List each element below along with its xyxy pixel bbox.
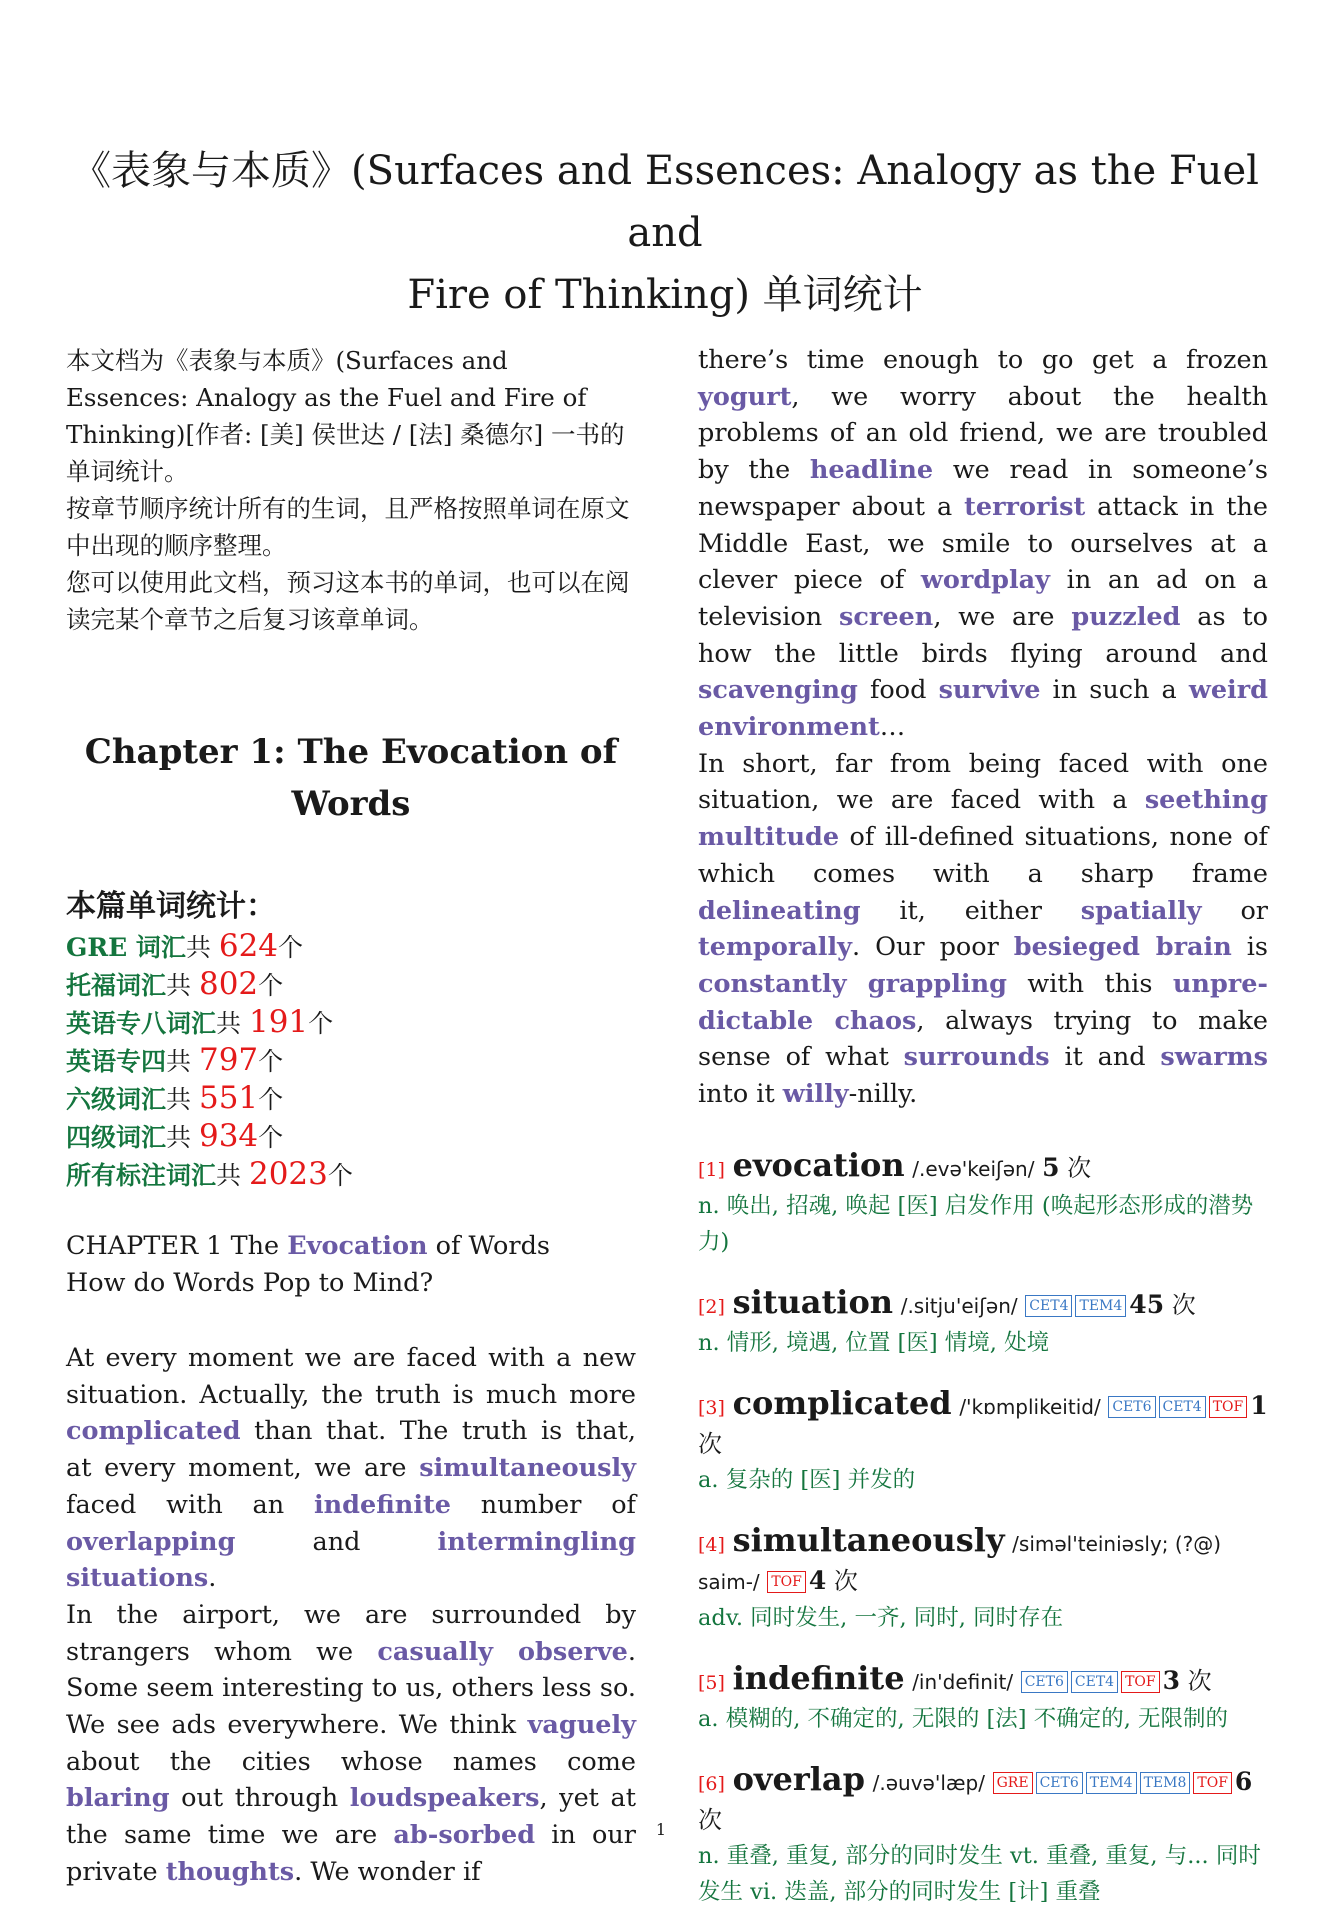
entry-count: 4 — [808, 1565, 827, 1595]
exam-tag: CET4 — [1025, 1295, 1072, 1317]
entry-word: complicated — [732, 1383, 952, 1422]
stat-row — [66, 1042, 636, 1080]
stat-count: 934 — [198, 1118, 259, 1154]
exam-tag: GRE — [993, 1772, 1033, 1794]
vocab-word: overlapping — [66, 1526, 236, 1557]
entry-definition: a. 模糊的, 不确定的, 无限的 [法] 不确定的, 无限制的 — [698, 1705, 1228, 1732]
vocab-word: Evocation — [287, 1231, 428, 1261]
vocab-entry — [698, 1522, 1268, 1636]
stat-row — [66, 1080, 636, 1118]
stat-row — [66, 1118, 636, 1156]
page-number: 1 — [655, 1820, 667, 1839]
stat-label: 英语专四 — [66, 1047, 167, 1076]
entry-word: evocation — [732, 1145, 905, 1184]
entry-headline — [698, 1147, 1268, 1188]
entry-definition: n. 重叠, 重复, 部分的同时发生 vt. 重叠, 重复, 与... 同时发生 vi. 迭盖, 部分的同时发生 [计] 重叠 — [698, 1842, 1261, 1905]
entry-index: [6] — [698, 1772, 725, 1795]
exam-tag: TEM8 — [1140, 1772, 1191, 1794]
stat-count: 2023 — [248, 1156, 328, 1192]
stat-mid: 共 — [216, 1161, 249, 1190]
entry-count-unit: 次 — [1171, 1290, 1196, 1319]
stat-suffix: 个 — [308, 1009, 334, 1038]
exam-tag: CET4 — [1159, 1396, 1206, 1418]
right-column — [698, 342, 1268, 1910]
stat-label: 六级词汇 — [66, 1085, 167, 1114]
vocab-word: yogurt — [698, 381, 792, 412]
entry-definition: n. 唤出, 招魂, 唤起 [医] 启发作用 (唤起形态形成的潜势力) — [698, 1192, 1254, 1255]
entry-word: situation — [732, 1282, 894, 1321]
vocab-word: seething multitude — [698, 785, 1268, 853]
stat-suffix: 个 — [278, 933, 304, 962]
vocab-word: besieged brain — [1013, 932, 1232, 963]
entry-word: overlap — [732, 1759, 865, 1798]
stat-count: 191 — [248, 1004, 309, 1040]
exam-tag: TEM4 — [1086, 1772, 1137, 1794]
vocab-word: screen — [839, 601, 934, 632]
exam-tag: TOF — [1121, 1671, 1160, 1693]
vocab-word: weird environment — [698, 675, 1269, 743]
entry-phonetic: /.evə'keiʃən/ — [912, 1156, 1035, 1181]
vocab-word: indefinite — [313, 1489, 452, 1520]
stat-label: 所有标注词汇 — [66, 1161, 217, 1190]
vocab-word: ab-sorbed — [393, 1820, 536, 1851]
stat-suffix: 个 — [258, 1123, 284, 1152]
entry-count: 5 — [1042, 1152, 1060, 1182]
stats-heading: 本篇单词统计： — [66, 889, 276, 924]
entry-definition: n. 情形, 境遇, 位置 [医] 情境, 处境 — [698, 1329, 1050, 1356]
vocab-word: complicated — [66, 1416, 241, 1447]
page-title — [70, 140, 1260, 326]
entry-index: [5] — [698, 1671, 725, 1694]
stat-count: 802 — [198, 966, 259, 1002]
chapter-title: Chapter 1: The Evocation of Words — [84, 732, 618, 824]
stat-suffix: 个 — [258, 971, 284, 1000]
entry-word: simultaneously — [732, 1520, 1005, 1559]
intro-block — [66, 342, 636, 638]
left-column — [66, 342, 636, 1891]
exam-tag: CET6 — [1108, 1396, 1155, 1418]
stat-label: GRE 词汇 — [66, 933, 186, 962]
entry-count-unit: 次 — [1067, 1153, 1092, 1182]
exam-tag: TEM4 — [1075, 1295, 1126, 1317]
vocab-word: loudspeakers — [349, 1783, 540, 1814]
stat-mid: 共 — [166, 1085, 199, 1114]
stat-count: 551 — [198, 1080, 259, 1116]
stat-row — [66, 1156, 636, 1194]
exam-tag: TOF — [767, 1571, 806, 1593]
entry-headline — [698, 1522, 1268, 1600]
vocab-entry — [698, 1147, 1268, 1260]
intro-paragraph-1: 本文档为《表象与本质》(Surfaces and Essences: Analogy as the Fuel and Fire of Thinking)[作者: [美] 侯世达 / [法] 桑德尔] 一书的单词统计。 — [66, 346, 625, 486]
intro-paragraph-3: 您可以使用此文档，预习这本书的单词，也可以在阅读完某个章节之后复习该章单词。 — [66, 568, 630, 634]
entry-index: [3] — [698, 1396, 725, 1419]
vocab-word: casually observe — [377, 1636, 628, 1667]
vocab-word: delineating — [698, 895, 861, 926]
exam-tag: TOF — [1209, 1396, 1248, 1418]
vocab-word: puzzled — [1071, 601, 1181, 632]
entry-phonetic: /in'definit/ — [912, 1669, 1014, 1694]
entry-word: indefinite — [732, 1658, 905, 1697]
vocab-word: blaring — [66, 1783, 170, 1814]
chapter-heading: CHAPTER 1 The Evocation of Words How do Words Pop to Mind? — [66, 1228, 636, 1302]
title-line-1: 《表象与本质》(Surfaces and Essences: Analogy as the Fuel and — [71, 148, 1259, 256]
vocab-word: intermingling situations — [66, 1526, 636, 1594]
entry-phonetic: /siməl'teiniəsly; (?@) saim-/ — [698, 1531, 1222, 1594]
vocab-word: simultaneously — [419, 1453, 636, 1484]
stat-mid: 共 — [216, 1009, 249, 1038]
vocab-entries — [698, 1147, 1268, 1910]
vocab-word: terrorist — [964, 491, 1086, 522]
stat-suffix: 个 — [258, 1047, 284, 1076]
entry-count: 6 — [1234, 1766, 1253, 1796]
vocab-word: constantly grappling — [698, 968, 1007, 999]
vocab-word: swarms — [1160, 1042, 1268, 1073]
vocab-word: thoughts — [165, 1856, 295, 1887]
stat-label: 四级词汇 — [66, 1123, 167, 1152]
entry-count-unit: 次 — [698, 1429, 722, 1458]
body-paragraph-2: In the airport, we are surrounded by strangers whom we casually observe. Some seem interesting to us, others less so. We see ads everywhere. We think vaguely about the cities whose names come blaring out through loudspeakers, yet at the same time we are ab-sorbed in our private thoughts. We wonder if — [66, 1599, 637, 1887]
entry-index: [4] — [698, 1533, 725, 1556]
vocab-entry — [698, 1284, 1268, 1361]
entry-count: 3 — [1162, 1665, 1181, 1695]
entry-headline — [698, 1660, 1268, 1701]
exam-tag: CET6 — [1036, 1772, 1083, 1794]
exam-tag: CET6 — [1021, 1671, 1068, 1693]
stat-row — [66, 1004, 636, 1042]
entry-phonetic: /.əuvə'læp/ — [872, 1770, 985, 1795]
vocab-word: scavenging — [698, 675, 858, 706]
body-paragraph-1: At every moment we are faced with a new situation. Actually, the truth is much more complicated than that. The truth is that, at every moment, we are simultaneously faced with an indefinite number of overlapping and intermingling situations. — [66, 1343, 636, 1594]
exam-tag: TOF — [1193, 1772, 1232, 1794]
stat-mid: 共 — [166, 1047, 199, 1076]
entry-headline — [698, 1385, 1268, 1462]
stat-mid: 共 — [166, 971, 199, 1000]
stat-mid: 共 — [166, 1123, 199, 1152]
stats-list — [66, 928, 636, 1194]
entry-count: 1 — [1250, 1390, 1268, 1420]
stat-mid: 共 — [185, 933, 219, 962]
chapter-subheading: How do Words Pop to Mind? — [66, 1268, 434, 1298]
entry-count-unit: 次 — [1187, 1666, 1212, 1695]
vocab-entry — [698, 1660, 1268, 1737]
vocab-word: unpre-dictable chaos — [698, 968, 1269, 1036]
entry-phonetic: /.sitju'eiʃən/ — [900, 1293, 1018, 1318]
vocab-word: wordplay — [920, 565, 1051, 596]
body-paragraph-2-cont: there’s time enough to go get a frozen yogurt, we worry about the health problems of an old friend, we are troubled by the headline we read in someone’s newspaper about a terrorist attack in the Middle East, we smile to ourselves at a clever piece of wordplay in an ad on a television screen, we are puzzled as to how the little birds flying around and scavenging food survive in such a weird environment… — [698, 345, 1269, 743]
stat-suffix: 个 — [258, 1085, 284, 1114]
stat-row — [66, 928, 636, 966]
vocab-entry — [698, 1385, 1268, 1498]
vocab-word: willy — [782, 1079, 849, 1110]
entry-phonetic: /'kɒmplikeitid/ — [959, 1394, 1101, 1419]
entry-count-unit: 次 — [698, 1805, 722, 1834]
entry-headline — [698, 1284, 1268, 1325]
stat-label: 英语专八词汇 — [66, 1009, 217, 1038]
stat-row — [66, 966, 636, 1004]
stat-count: 797 — [198, 1042, 259, 1078]
vocab-word: survive — [938, 675, 1041, 706]
vocab-word: vaguely — [527, 1710, 636, 1741]
entry-definition: a. 复杂的 [医] 并发的 — [698, 1466, 916, 1493]
stat-suffix: 个 — [327, 1161, 353, 1190]
entry-definition: adv. 同时发生, 一齐, 同时, 同时存在 — [698, 1604, 1064, 1631]
entry-index: [1] — [698, 1158, 725, 1181]
stat-count: 624 — [218, 928, 279, 964]
body-paragraph-3: In short, far from being faced with one situation, we are faced with a seething multitude of ill-defined situations, none of which comes with a sharp frame delineating it, either spatially or temporally. Our poor besieged brain is constantly grappling with this unpre-dictable chaos, always trying to make sense of what surrounds it and swarms into it willy-nilly. — [698, 748, 1269, 1110]
vocab-word: headline — [809, 455, 934, 486]
vocab-word: temporally — [698, 932, 852, 963]
title-line-2: Fire of Thinking) 单词统计 — [407, 272, 923, 318]
exam-tag: CET4 — [1071, 1671, 1118, 1693]
entry-count: 45 — [1129, 1289, 1165, 1319]
entry-index: [2] — [698, 1295, 725, 1318]
intro-paragraph-2: 按章节顺序统计所有的生词，且严格按照单词在原文中出现的顺序整理。 — [66, 494, 630, 560]
vocab-word: surrounds — [903, 1042, 1050, 1073]
entry-count-unit: 次 — [833, 1566, 858, 1595]
stat-label: 托福词汇 — [66, 971, 167, 1000]
vocab-word: spatially — [1080, 895, 1202, 926]
